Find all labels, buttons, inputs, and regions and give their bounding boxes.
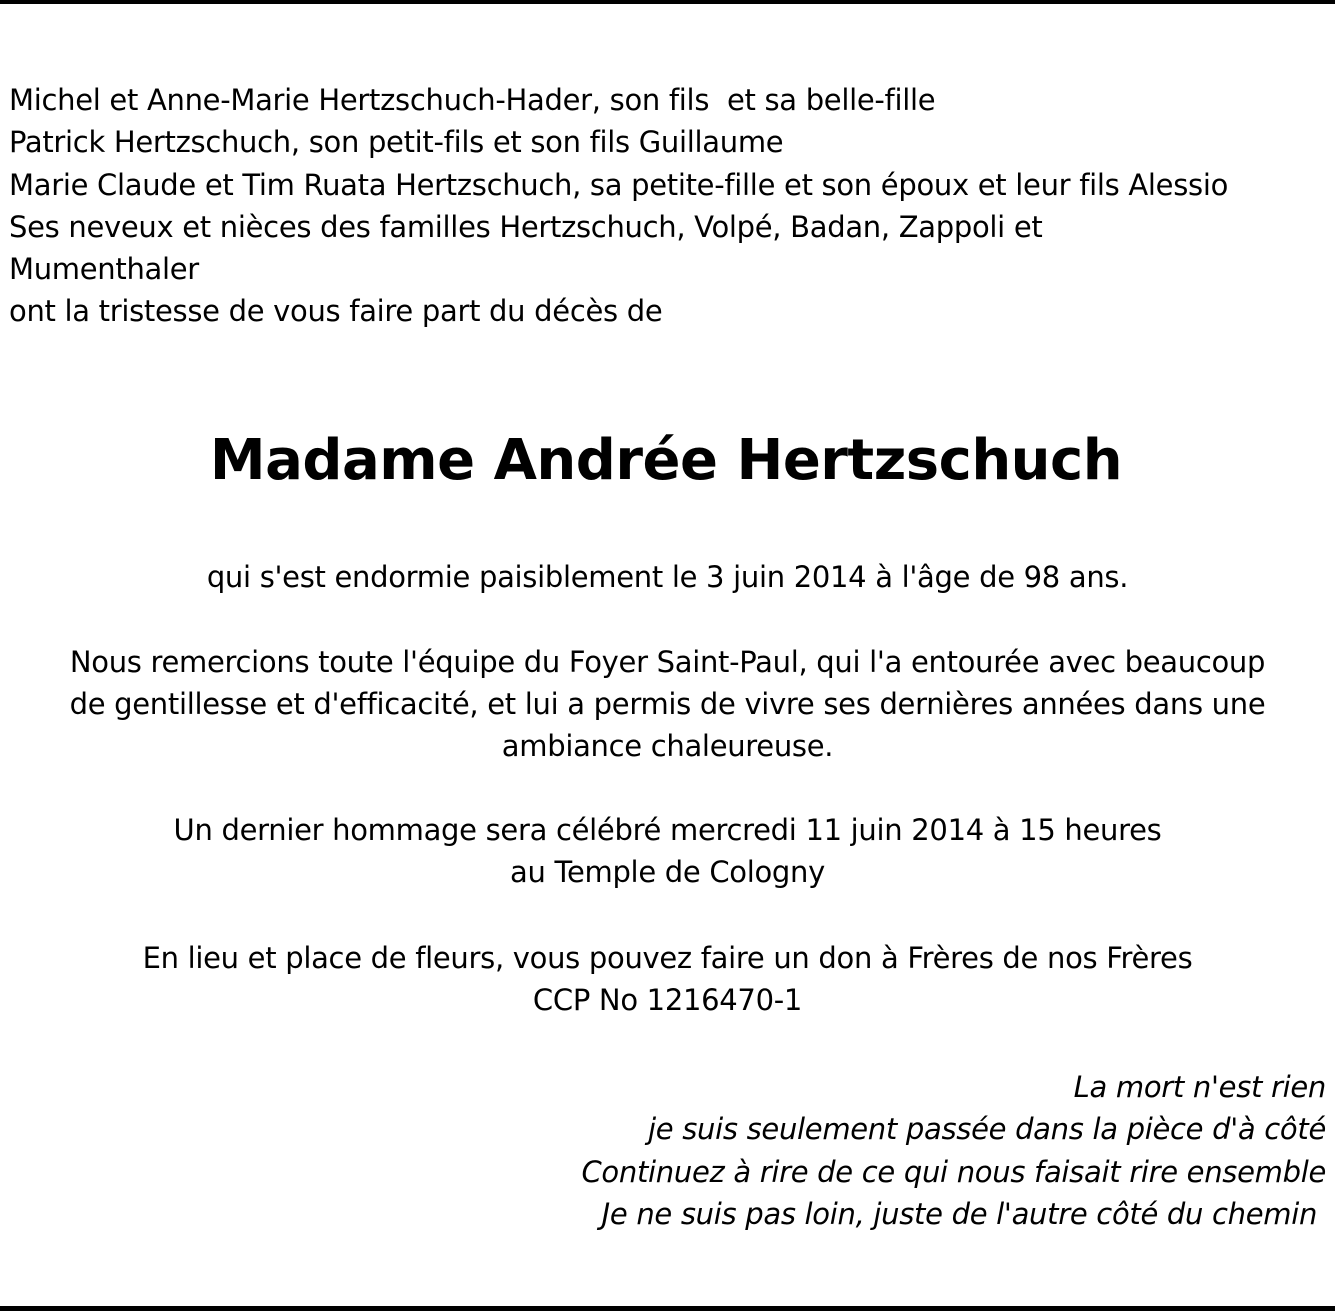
top-border (0, 0, 1335, 4)
family-line: Marie Claude et Tim Ruata Hertzschuch, sa petite-fille et son époux et leur fils Alessio (9, 167, 1229, 202)
family-line: Michel et Anne-Marie Hertzschuch-Hader, son fils et sa belle-fille (9, 83, 936, 117)
ceremony-line: Un dernier hommage sera célébré mercredi 11 juin 2014 à 15 heures (173, 813, 1162, 847)
bottom-border (0, 1306, 1335, 1311)
donation-line: En lieu et place de fleurs, vous pouvez faire un don à Frères de nos Frères (142, 941, 1193, 975)
donation-info (0, 937, 1335, 1021)
announcement-line: ont la tristesse de vous faire part du décès de (9, 294, 663, 329)
deceased-name: Madame Andrée Hertzschuch (209, 428, 1123, 493)
poem-line: je suis seulement passée dans la pièce d'à côté (648, 1112, 1326, 1147)
passing-line: qui s'est endormie paisiblement le 3 juin 2014 à l'âge de 98 ans. (206, 560, 1129, 594)
family-list (9, 79, 1329, 333)
thanks-paragraph (0, 641, 1335, 767)
thanks-line: de gentillesse et d'efficacité, et lui a permis de vivre ses dernières années dans une (69, 687, 1266, 721)
poem-line: La mort n'est rien (1073, 1070, 1326, 1104)
donation-account: CCP No 1216470-1 (532, 983, 803, 1017)
passing-statement (0, 556, 1335, 598)
family-line: Patrick Hertzschuch, son petit-fils et son fils Guillaume (9, 125, 784, 160)
poem-line: Continuez à rire de ce qui nous faisait rire ensemble (581, 1154, 1326, 1189)
family-line: Ses neveux et nièces des familles Hertzschuch, Volpé, Badan, Zappoli et (9, 209, 1043, 244)
ceremony-info (0, 809, 1335, 893)
thanks-line: Nous remercions toute l'équipe du Foyer Saint-Paul, qui l'a entourée avec beaucoup (69, 645, 1266, 679)
ceremony-location: au Temple de Cologny (510, 855, 825, 889)
family-line: Mumenthaler (9, 252, 199, 287)
poem-line: Je ne suis pas loin, juste de l'autre côté du chemin (601, 1196, 1326, 1231)
thanks-line: ambiance chaleureuse. (501, 729, 834, 763)
poem (581, 1066, 1326, 1235)
